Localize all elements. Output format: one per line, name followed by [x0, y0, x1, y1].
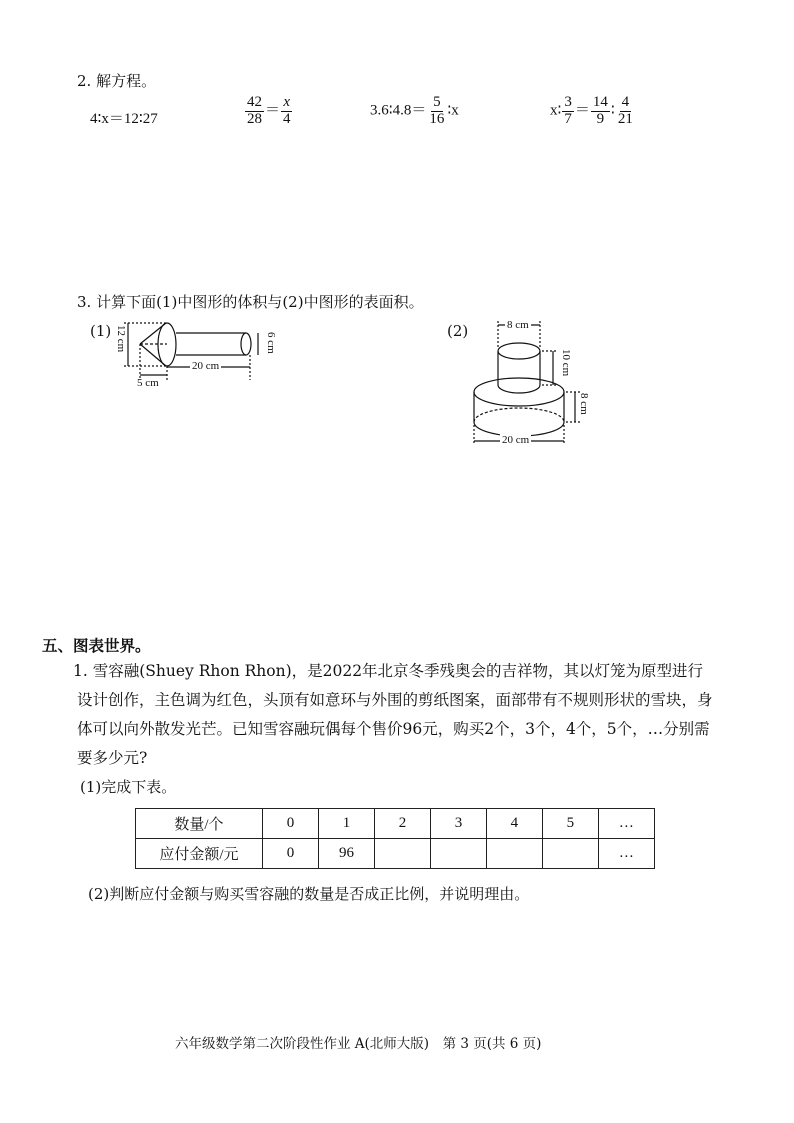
eq4-equals: ＝ [574, 102, 590, 119]
eq4-prefix: x∶ [550, 102, 562, 119]
eq2-denominator-right: 4 [283, 110, 291, 127]
sub-question-2: (2)判断应付金额与购买雪容融的数量是否成正比例，并说明理由。 [88, 885, 530, 903]
question-3-title: 3. 计算下面(1)中图形的体积与(2)中图形的表面积。 [77, 293, 424, 311]
table-cell: 5 [542, 809, 598, 839]
page-footer: 六年级数学第二次阶段性作业 A(北师大版) 第 3 页(共 6 页) [175, 1036, 542, 1052]
eq4-numerator-3: 4 [621, 94, 630, 110]
section-5-question-1: 1. 雪容融(Shuey Rhon Rhon)，是2022年北京冬季残奥会的吉祥物，其以灯笼为原型进行设计创作，主色调为红色，头顶有如意环与外围的剪纸图案，面部带有不规则形状的雪块，身体可以向外散发光芒。已知雪容融玩偶每个售价96元，购买2个，3个，4个，5个，…分别需要多少元? [73, 662, 713, 767]
table-cell: 0 [262, 809, 318, 839]
top-cylinder-top-ellipse [498, 343, 540, 359]
eq2-equals: ＝ [265, 102, 281, 119]
table-row [136, 809, 655, 839]
dim-10cm-label: 10 cm [560, 349, 572, 377]
eq4-denominator-3: 21 [617, 110, 633, 127]
table-cell-blank[interactable] [486, 839, 542, 869]
section-5-title: 五、图表世界。 [42, 636, 151, 655]
equation-2 [244, 95, 294, 128]
eq3-suffix: ∶x [447, 102, 459, 119]
table-cell: 3 [430, 809, 486, 839]
table-cell: 1 [318, 809, 374, 839]
table-cell: 应付金额/元 [136, 839, 263, 869]
eq3-denominator: 16 [429, 110, 445, 127]
table-row [136, 839, 655, 869]
table-cell-blank[interactable] [542, 839, 598, 869]
eq2-numerator-left: 42 [247, 94, 262, 110]
equation-3 [370, 95, 459, 128]
sub-question-1: (1)完成下表。 [80, 778, 177, 796]
bottom-cylinder-top-ellipse [474, 378, 564, 406]
eq4-denominator-1: 7 [564, 110, 572, 127]
table-cell: … [598, 839, 654, 869]
eq4-separator: ∶ [610, 102, 615, 119]
figure-2-diagram [465, 315, 595, 450]
table-cell: 2 [375, 809, 431, 839]
eq4-numerator-1: 3 [564, 94, 572, 110]
top-cylinder-bottom-arc [498, 385, 540, 393]
equation-1: 4∶x＝12∶27 [90, 111, 158, 127]
table-cell: 4 [486, 809, 542, 839]
dim-20cm-bottom-label: 20 cm [502, 434, 530, 446]
dim-8cm-right-label: 8 cm [578, 393, 590, 415]
dim-20cm-label: 20 cm [192, 360, 220, 372]
table-cell: … [598, 809, 654, 839]
data-table [135, 808, 655, 869]
cylinder-end-ellipse [241, 333, 251, 355]
eq3-numerator: 5 [433, 94, 441, 110]
eq2-denominator-left: 28 [247, 110, 262, 127]
dim-5cm-label: 5 cm [137, 377, 159, 389]
figure-1-label: (1) [90, 322, 112, 340]
bottom-cylinder-hidden-arc [474, 408, 564, 422]
table-cell: 96 [318, 839, 374, 869]
eq2-numerator-right: x [283, 94, 291, 110]
eq3-prefix: 3.6∶4.8＝ [370, 102, 427, 119]
table-cell-blank[interactable] [375, 839, 431, 869]
table-cell: 0 [262, 839, 318, 869]
equation-4 [550, 95, 636, 128]
table-cell: 数量/个 [136, 809, 263, 839]
eq4-numerator-2: 14 [592, 94, 608, 110]
question-2-title: 2. 解方程。 [77, 72, 157, 90]
table-cell-blank[interactable] [430, 839, 486, 869]
figure-2-label: (2) [447, 322, 469, 340]
dim-8cm-top-label: 8 cm [507, 319, 529, 331]
eq4-denominator-2: 9 [596, 110, 605, 127]
dim-6cm-label: 6 cm [265, 332, 277, 354]
dim-12cm-label: 12 cm [115, 325, 127, 353]
